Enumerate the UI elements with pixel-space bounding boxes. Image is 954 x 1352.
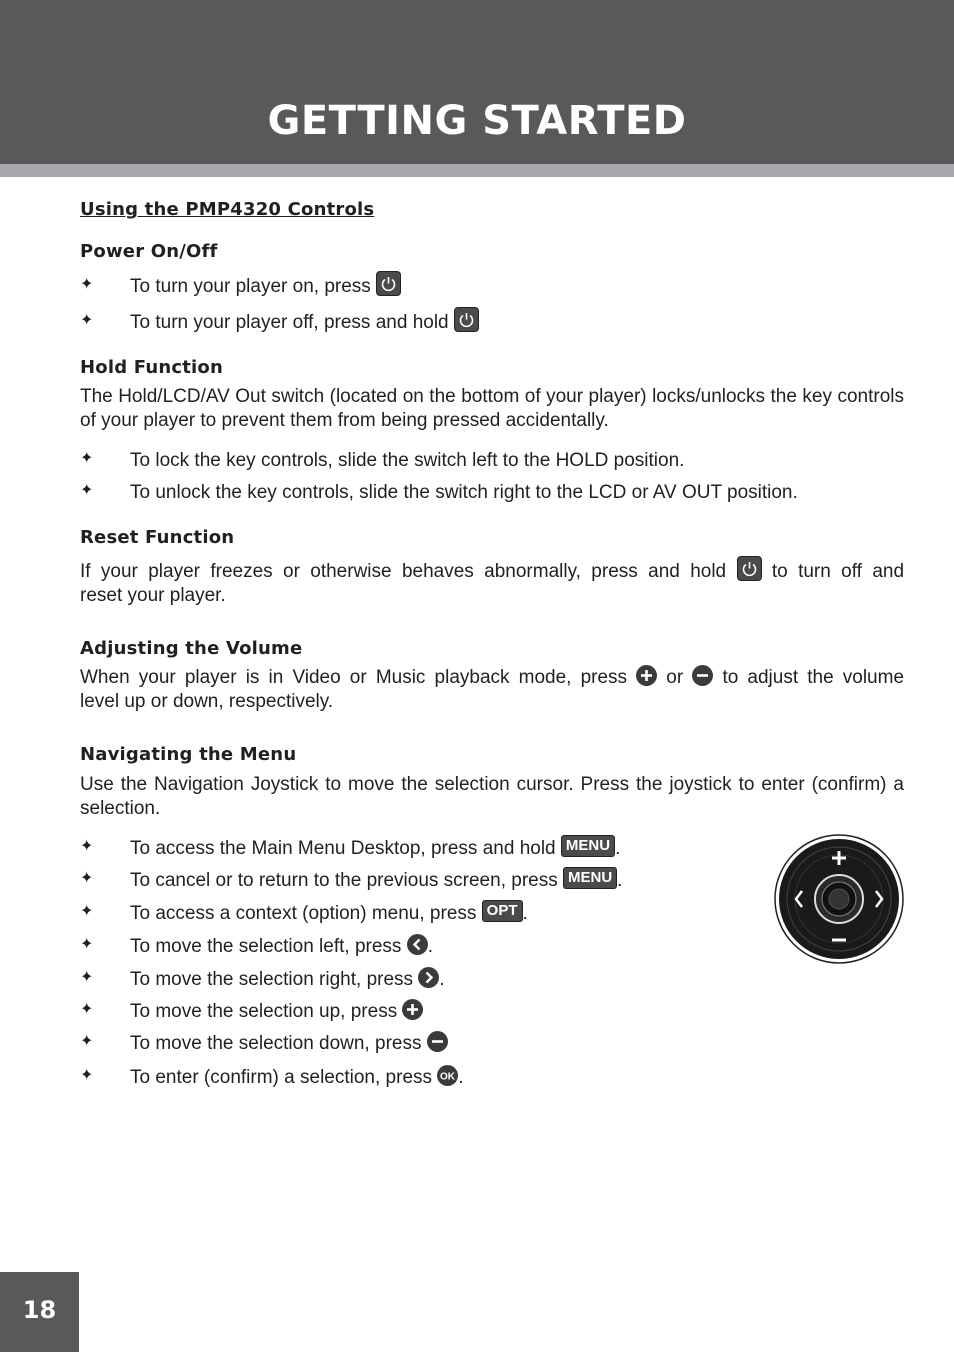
menu-paragraph: Use the Navigation Joystick to move the selection cursor. Press the joystick to enter (confirm) a selection. (80, 774, 904, 819)
menu-button-icon: MENU (563, 867, 617, 889)
heading-menu: Navigating the Menu (80, 744, 297, 765)
header-rule (0, 164, 954, 177)
period: . (458, 1067, 464, 1088)
bullet-text: To cancel or to return to the previous screen, press (130, 870, 558, 891)
volume-line-2: level up or down, respectively. (80, 691, 334, 712)
reset-text-a: If your player freezes or otherwise behaves abnormally, press and hold (80, 561, 727, 582)
page-title: GETTING STARTED (267, 98, 687, 144)
bullet-icon: ✦ (80, 276, 94, 293)
bullet-icon: ✦ (80, 450, 94, 467)
plus-icon (402, 999, 423, 1020)
bullet-icon: ✦ (80, 838, 94, 855)
section-main-title: Using the PMP4320 Controls (80, 199, 375, 220)
heading-reset: Reset Function (80, 527, 235, 548)
heading-power: Power On/Off (80, 241, 218, 262)
menu-button-icon: MENU (561, 835, 615, 857)
bullet-icon: ✦ (80, 312, 94, 329)
bullet-icon: ✦ (80, 969, 94, 986)
volume-line-1 (80, 666, 904, 690)
volume-text-a: When your player is in Video or Music playback mode, press (80, 667, 628, 688)
volume-text-c: to adjust the volume (722, 667, 905, 688)
bullet-icon: ✦ (80, 482, 94, 499)
bullet-icon: ✦ (80, 1067, 94, 1084)
bullet-icon: ✦ (80, 1001, 94, 1018)
period: . (617, 870, 623, 891)
joystick-icon (774, 834, 904, 964)
left-arrow-icon (407, 934, 428, 955)
plus-icon (636, 665, 657, 686)
bullet-text: To access the Main Menu Desktop, press and hold (130, 838, 556, 859)
bullet-text: To turn your player off, press and hold (130, 312, 449, 333)
bullet-text: To move the selection left, press (130, 936, 402, 957)
heading-volume: Adjusting the Volume (80, 638, 303, 659)
bullet-text: To move the selection up, press (130, 1001, 398, 1022)
bullet-text: To move the selection down, press (130, 1033, 422, 1054)
minus-icon (692, 665, 713, 686)
minus-icon (427, 1031, 448, 1052)
heading-hold: Hold Function (80, 357, 224, 378)
reset-line-1 (80, 560, 904, 584)
power-icon (737, 556, 762, 581)
page-number: 18 (22, 1296, 57, 1324)
bullet-text: To lock the key controls, slide the switch left to the HOLD position. (130, 450, 685, 471)
period: . (615, 838, 621, 859)
bullet-text: To enter (confirm) a selection, press (130, 1067, 433, 1088)
bullet-text: To turn your player on, press (130, 276, 371, 297)
bullet-icon: ✦ (80, 936, 94, 953)
bullet-text: To move the selection right, press (130, 969, 414, 990)
hold-paragraph: The Hold/LCD/AV Out switch (located on the bottom of your player) locks/unlocks the key controls of your player to prevent them from being pressed accidentally. (80, 386, 904, 431)
power-icon (454, 307, 479, 332)
period: . (427, 936, 433, 957)
bullet-icon: ✦ (80, 870, 94, 887)
reset-line-2: reset your player. (80, 585, 226, 606)
bullet-text: To unlock the key controls, slide the switch right to the LCD or AV OUT position. (130, 482, 798, 503)
power-icon (376, 271, 401, 296)
period: . (522, 903, 528, 924)
ok-label: OK (440, 1071, 456, 1083)
right-arrow-icon (418, 967, 439, 988)
volume-text-b: or (666, 667, 684, 688)
bullet-icon: ✦ (80, 1033, 94, 1050)
opt-button-icon: OPT (482, 900, 523, 922)
bullet-text: To access a context (option) menu, press (130, 903, 477, 924)
bullet-icon: ✦ (80, 903, 94, 920)
reset-text-b: to turn off and (771, 561, 905, 582)
ok-icon (437, 1065, 458, 1086)
period: . (439, 969, 445, 990)
